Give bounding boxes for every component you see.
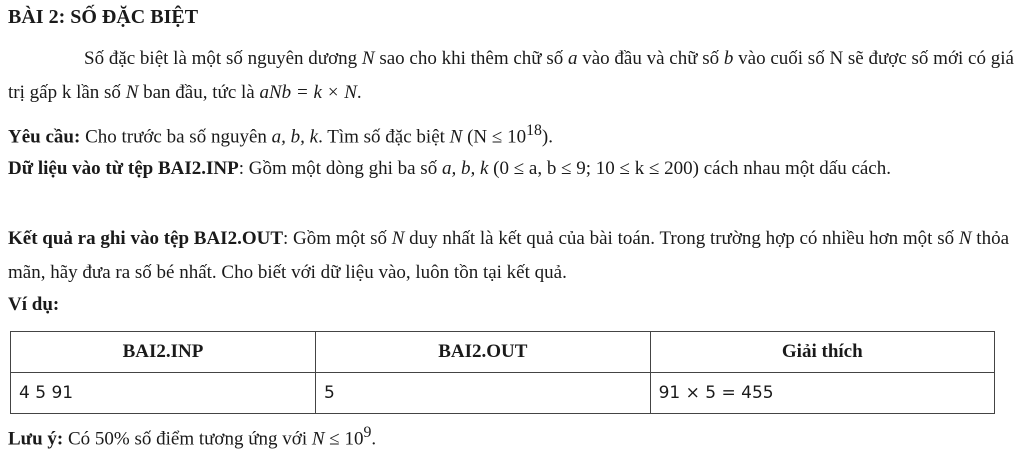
text-span: . [356, 82, 362, 103]
text-span: : Gồm một số [283, 228, 392, 249]
example-label: Ví dụ: [8, 294, 60, 315]
var-n: N [958, 228, 972, 249]
text-span: . [371, 428, 377, 450]
text-span: sao cho khi thêm chữ số [374, 48, 568, 69]
var-n: N [361, 48, 375, 69]
output-spec-paragraph [8, 222, 1016, 290]
var-n: N [391, 228, 405, 249]
constraint: (N ≤ 10 [462, 126, 527, 148]
text-span: duy nhất là kết quả của bài toán. Trong trường hợp có nhiều hơn một số [404, 228, 959, 249]
text-span: Cho trước ba số nguyên [80, 126, 272, 148]
table-cell-explanation: 91 × 5 = 455 [650, 373, 994, 414]
exponent: 18 [526, 122, 542, 139]
text-span: Số đặc biệt là một số nguyên dương [84, 48, 362, 69]
text-span: Có 50% số điểm tương ứng với [63, 428, 312, 450]
var-list: a, b, k [441, 158, 489, 179]
note-label: Lưu ý: [8, 428, 64, 450]
table-header-cell: Giải thích [650, 332, 994, 373]
table-cell-input: 4 5 91 [11, 373, 316, 414]
table-cell-output: 5 [316, 373, 651, 414]
var-n: N [125, 82, 139, 103]
table-header-row [11, 332, 995, 373]
formula: aNb = k × N [259, 82, 357, 103]
problem-description [8, 42, 1016, 110]
text-span: vào đầu và chữ số [577, 48, 724, 69]
var-n: N [311, 428, 325, 450]
table-row [11, 373, 995, 414]
text-span: ). [541, 126, 553, 148]
table-header-cell: BAI2.INP [11, 332, 316, 373]
table-header-cell: BAI2.OUT [316, 332, 651, 373]
note-paragraph [8, 424, 376, 450]
problem-title: BÀI 2: SỐ ĐẶC BIỆT [8, 6, 199, 28]
input-spec-label: Dữ liệu vào từ tệp BAI2.INP [8, 158, 239, 179]
text-span: : Gồm một dòng ghi ba số [238, 158, 442, 179]
text-span: cách nhau một dấu cách. [698, 158, 891, 179]
text-span: ban đầu, tức là [138, 82, 260, 103]
constraint: ≤ 10 [324, 428, 364, 450]
var-b: b [723, 48, 734, 69]
text-span: . Tìm số đặc biệt [318, 126, 450, 148]
var-list: a, b, k [271, 126, 319, 148]
text-span: vào cuối số N sẽ được số mới có giá trị gấp k lần số [8, 48, 1014, 103]
var-a: a [567, 48, 578, 69]
requirement-paragraph [8, 114, 1016, 154]
constraint: (0 ≤ a, b ≤ 9; 10 ≤ k ≤ 200) [488, 158, 699, 179]
exponent: 9 [363, 424, 372, 441]
example-table [10, 331, 995, 414]
input-spec-paragraph [8, 152, 1016, 186]
requirement-label: Yêu cầu: [8, 126, 81, 148]
output-spec-label: Kết quả ra ghi vào tệp BAI2.OUT [8, 228, 283, 249]
var-n: N [449, 126, 463, 148]
text-span: thỏa mãn, hãy đưa ra số bé nhất. Cho biết với dữ liệu vào, luôn tồn tại kết quả. [8, 228, 1010, 283]
